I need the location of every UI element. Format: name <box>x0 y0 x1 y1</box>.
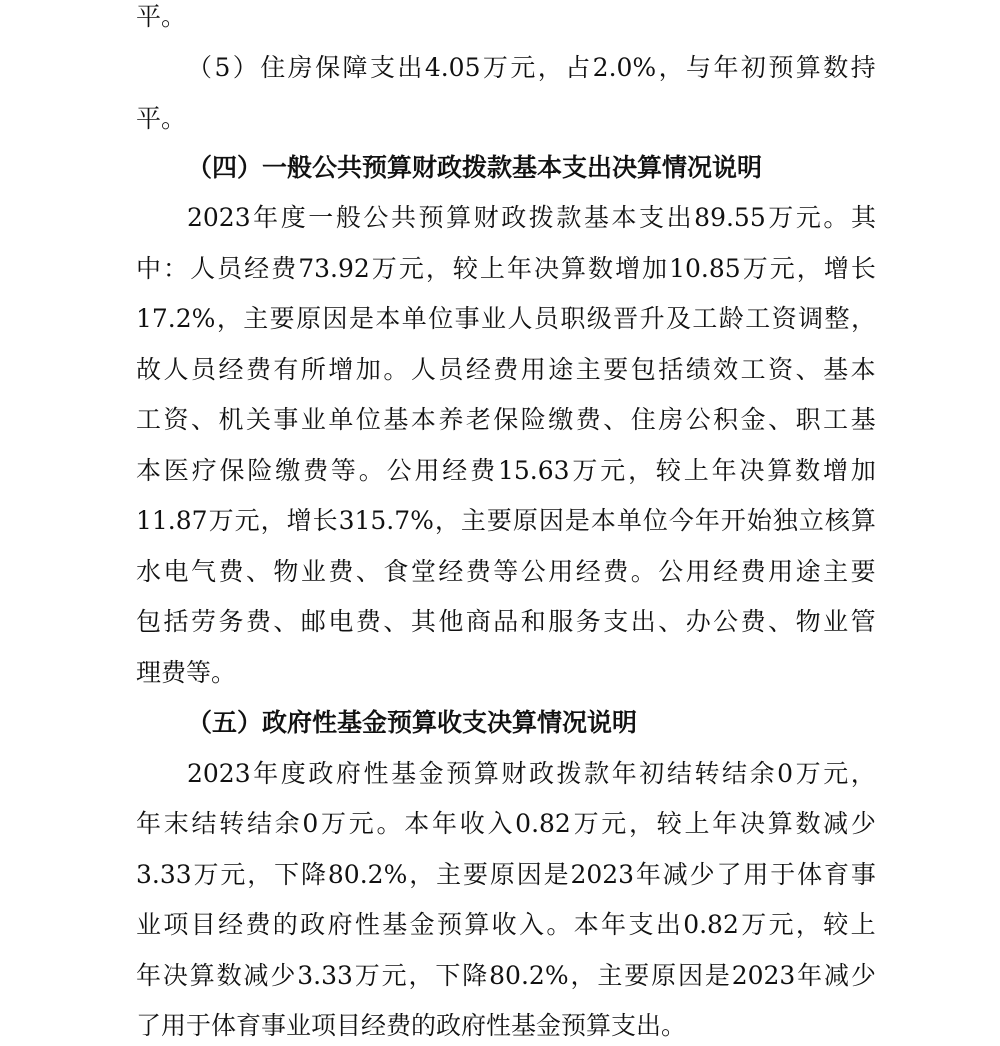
text-line: （ 5 ） 住 房 保 障 支 出 4.05 万 元 ， 占 2.0% ， 与 年 初 预 算 数 持 <box>187 53 876 82</box>
text-line: 了用于体育事业项目经费的政府性基金预算支出。 <box>136 1011 687 1040</box>
text-line: 11.87 万 元 ， 增 长 315.7% ， 主 要 原 因 是 本 单 位 今 年 开 始 独 立 核 算 <box>136 506 876 535</box>
text-line: 工 资 、 机 关 事 业 单 位 基 本 养 老 保 险 缴 费 、 住 房 公 积 金 、 职 工 基 <box>136 405 876 434</box>
text-line: 年 决 算 数 减 少 3.33 万 元 ， 下 降 80.2% ， 主 要 原 因 是 2023 年 减 少 <box>136 961 876 990</box>
text-line: 2023 年 度 一 般 公 共 预 算 财 政 拨 款 基 本 支 出 89.55 万 元 。 其 <box>187 203 876 232</box>
text-line: 本 医 疗 保 险 缴 费 等 。 公 用 经 费 15.63 万 元 ， 较 上 年 决 算 数 增 加 <box>136 456 876 485</box>
text-line: 年 末 结 转 结 余 0 万 元 。 本 年 收 入 0.82 万 元 ， 较 上 年 决 算 数 减 少 <box>136 809 876 838</box>
text-line: 2023 年 度 政 府 性 基 金 预 算 财 政 拨 款 年 初 结 转 结 余 0 万 元 ， <box>187 759 876 788</box>
text-line: 17.2% ， 主 要 原 因 是 本 单 位 事 业 人 员 职 级 晋 升 及 工 龄 工 资 调 整 ， <box>136 304 876 333</box>
section-heading: （四）一般公共预算财政拨款基本支出决算情况说明 <box>187 153 763 182</box>
section-heading: （五）政府性基金预算收支决算情况说明 <box>187 708 638 737</box>
text-line: 3.33 万 元 ， 下 降 80.2% ， 主 要 原 因 是 2023 年 减 少 了 用 于 体 育 事 <box>136 860 876 889</box>
text-line: 故 人 员 经 费 有 所 增 加 。 人 员 经 费 用 途 主 要 包 括 绩 效 工 资 、 基 本 <box>136 355 876 384</box>
text-line: 业 项 目 经 费 的 政 府 性 基 金 预 算 收 入 。 本 年 支 出 0.82 万 元 ， 较 上 <box>136 910 876 939</box>
text-line: 包 括 劳 务 费 、 邮 电 费 、 其 他 商 品 和 服 务 支 出 、 办 公 费 、 物 业 管 <box>136 607 876 636</box>
text-line: 平。 <box>136 104 187 133</box>
text-line: 平。 <box>136 2 187 31</box>
text-line: 理费等。 <box>136 658 237 687</box>
text-line: 中 ： 人 员 经 费 73.92 万 元 ， 较 上 年 决 算 数 增 加 10.85 万 元 ， 增 长 <box>136 254 876 283</box>
text-line: 水 电 气 费 、 物 业 费 、 食 堂 经 费 等 公 用 经 费 。 公 用 经 费 用 途 主 要 <box>136 557 876 586</box>
